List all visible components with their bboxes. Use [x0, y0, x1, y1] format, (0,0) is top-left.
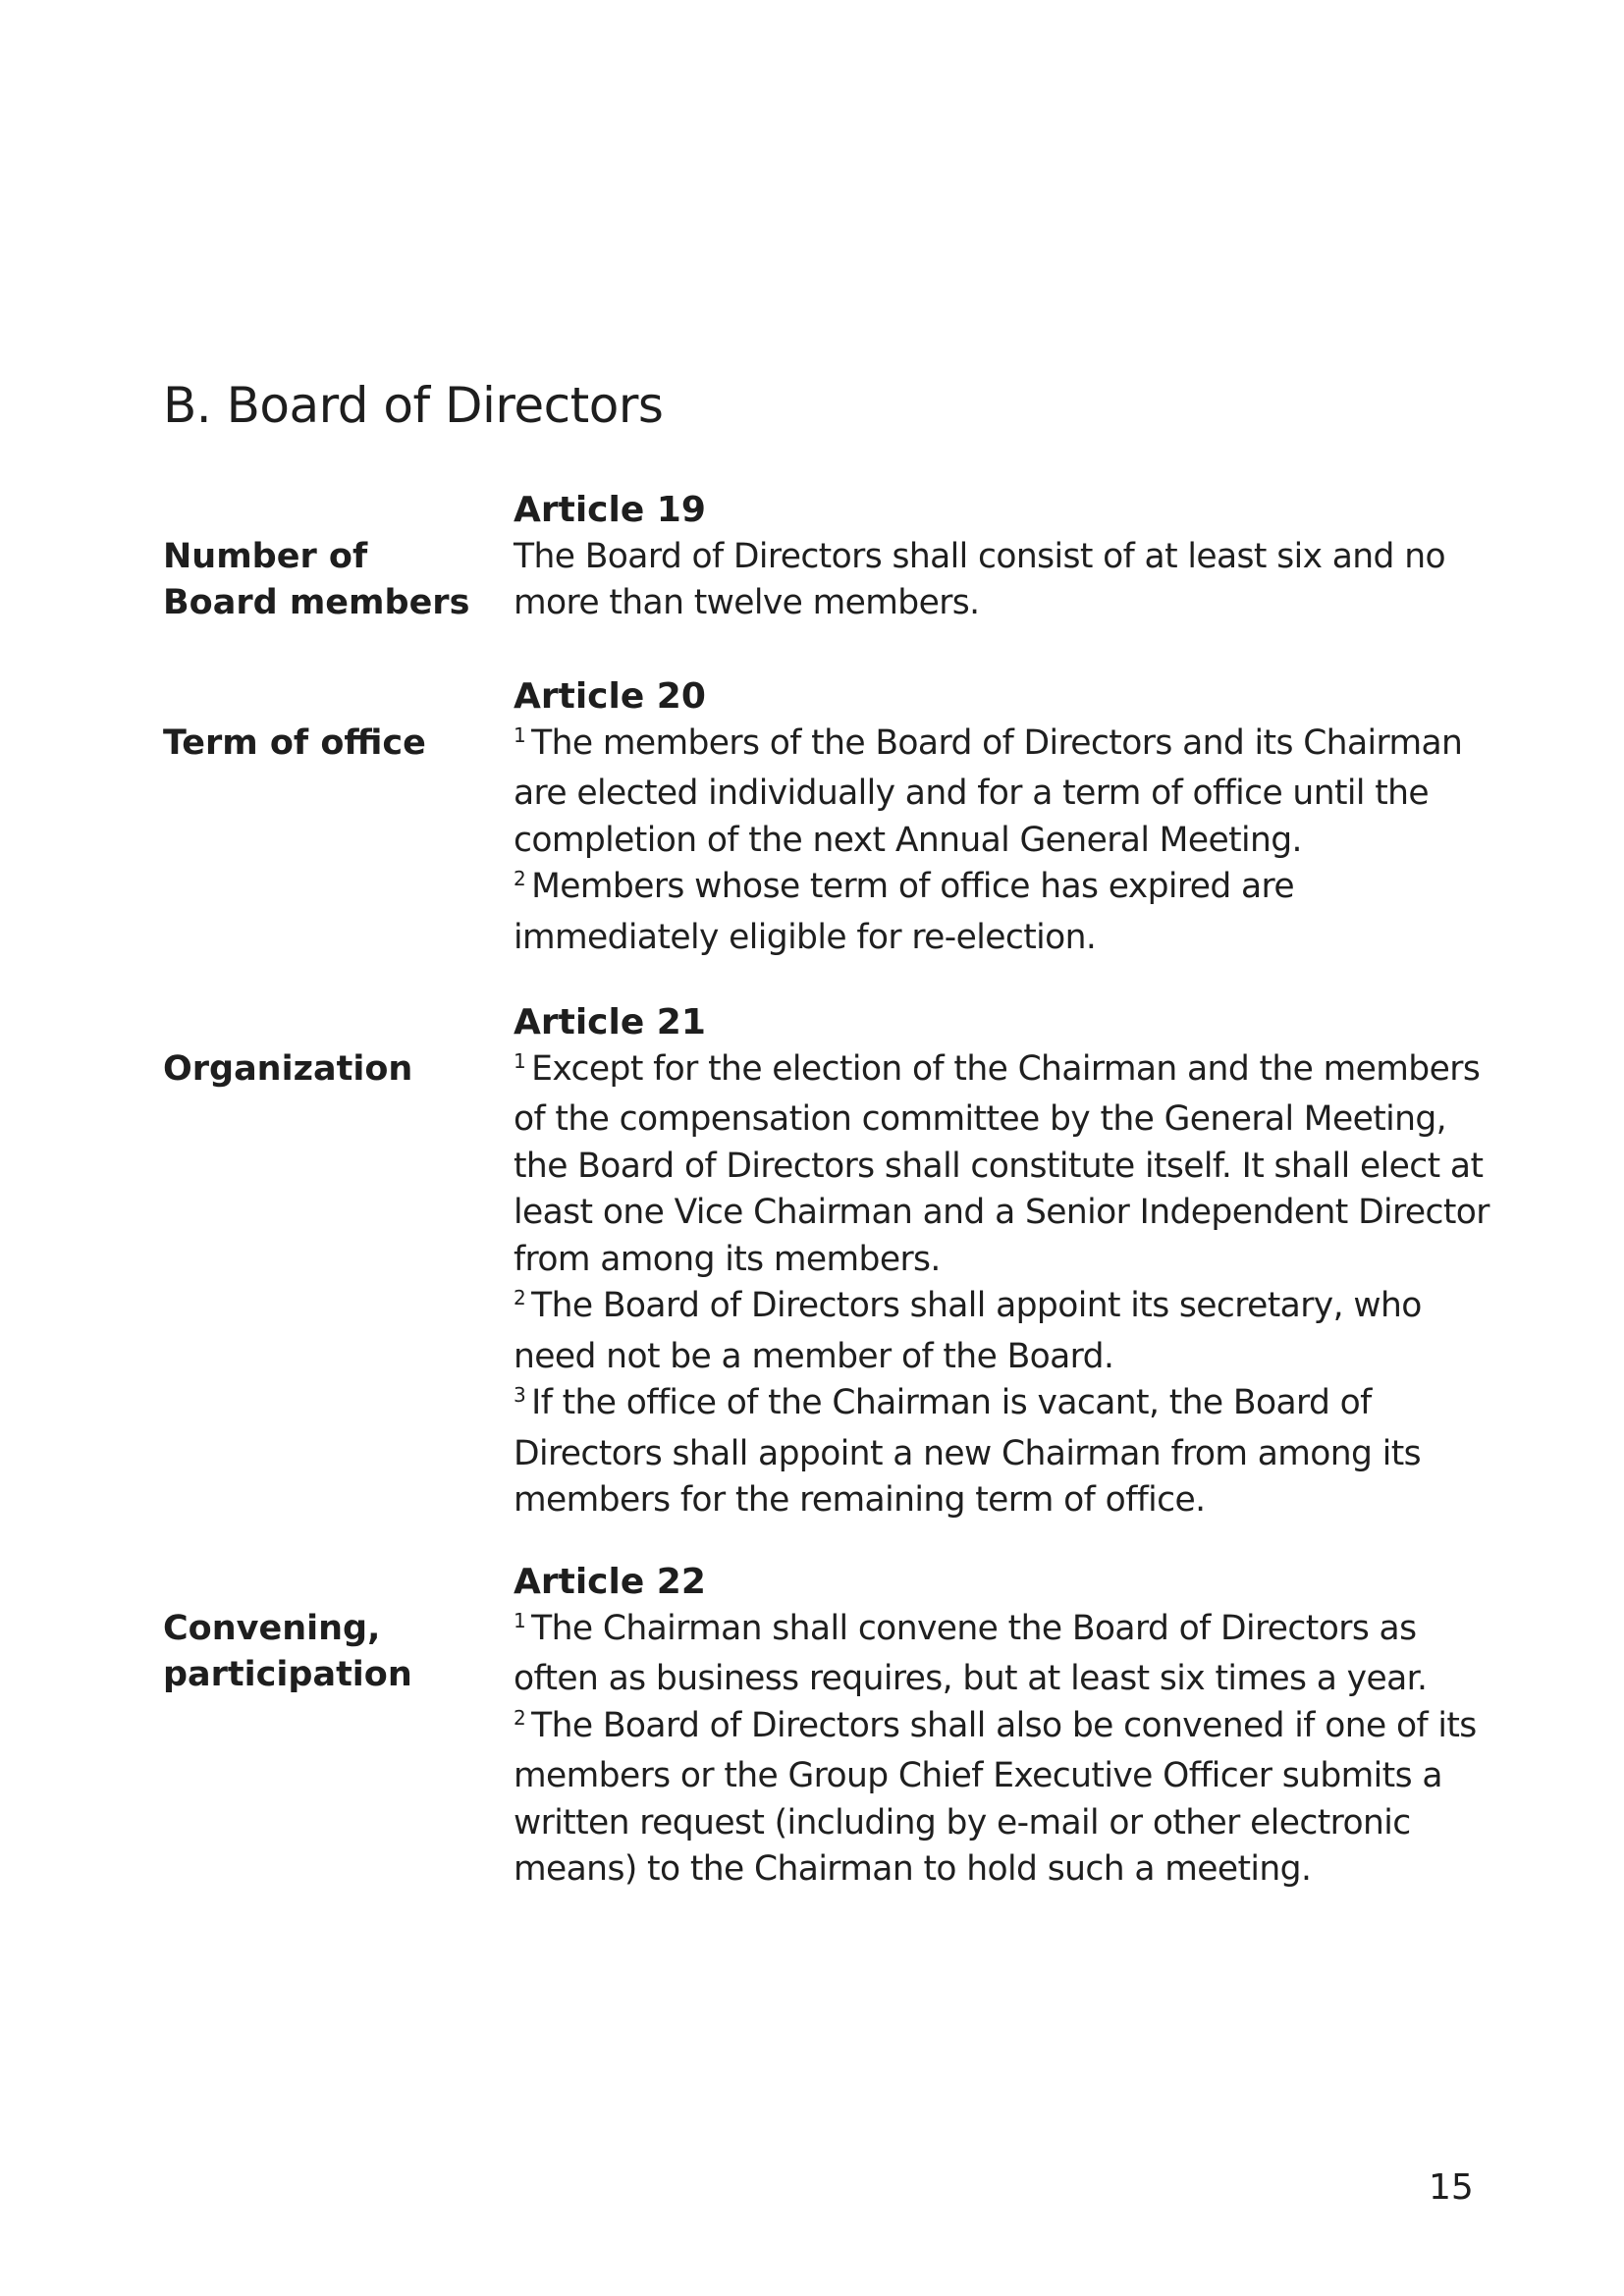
article-paragraph	[514, 1606, 1495, 1703]
paragraph-text: Members whose term of office has expired are immediately eligible for re-election.	[514, 867, 1294, 957]
article-paragraph	[514, 1283, 1495, 1380]
article-side-label: Organization	[163, 1048, 413, 1089]
paragraph-number: 1	[514, 1608, 526, 1632]
paragraph-text: The Board of Directors shall also be convened if one of its members or the Group Chief Executive Officer submits a written request (including by e-mail or other electronic means) to the Chairman to hold such a meeting.	[514, 1705, 1477, 1889]
article-side-label: Number of Board members	[163, 536, 470, 622]
article-paragraph	[514, 1703, 1495, 1894]
article-paragraph	[514, 534, 1495, 627]
paragraph-number: 2	[514, 1286, 526, 1309]
article-content	[514, 673, 1495, 961]
paragraph-number: 2	[514, 867, 526, 890]
paragraph-number: 1	[514, 722, 526, 747]
paragraph-number: 3	[514, 1383, 526, 1407]
paragraph-text: The Board of Directors shall consist of at least six and no more than twelve members.	[514, 536, 1445, 622]
article-paragraph	[514, 721, 1495, 865]
article-content	[514, 999, 1495, 1524]
article-heading: Article 20	[514, 676, 706, 717]
paragraph-text: The Board of Directors shall appoint its secretary, who need not be a member of the Board.	[514, 1286, 1422, 1376]
article-heading: Article 19	[514, 490, 706, 530]
article-side-label: Term of office	[163, 722, 426, 763]
paragraph-text: The Chairman shall convene the Board of Directors as often as business requires, but at least six times a year.	[514, 1608, 1428, 1698]
article-side-label: Convening, participation	[163, 1608, 412, 1694]
paragraph-text: The members of the Board of Directors and its Chairman are elected individually and for a term of office until the completion of the next Annual General Meeting.	[514, 722, 1463, 860]
article-content	[514, 1559, 1495, 1894]
paragraph-number: 2	[514, 1705, 526, 1730]
paragraph-number: 1	[514, 1048, 526, 1073]
paragraph-text: If the office of the Chairman is vacant, the Board of Directors shall appoint a new Chairman from among its members for the remaining term of office.	[514, 1383, 1421, 1520]
article-heading: Article 21	[514, 1002, 706, 1042]
article-paragraph	[514, 1380, 1495, 1524]
article-paragraph	[514, 1046, 1495, 1284]
article-heading: Article 22	[514, 1562, 706, 1602]
page-title: B. Board of Directors	[163, 377, 664, 434]
article-paragraph	[514, 864, 1495, 961]
article-content	[514, 487, 1495, 627]
page-number: 15	[1429, 2167, 1474, 2208]
paragraph-text: Except for the election of the Chairman and the members of the compensation committee by the General Meeting, the Board of Directors shall constitute itself. It shall elect at least one Vice Chairman and a Senior Independent Director from among its members.	[514, 1048, 1489, 1279]
